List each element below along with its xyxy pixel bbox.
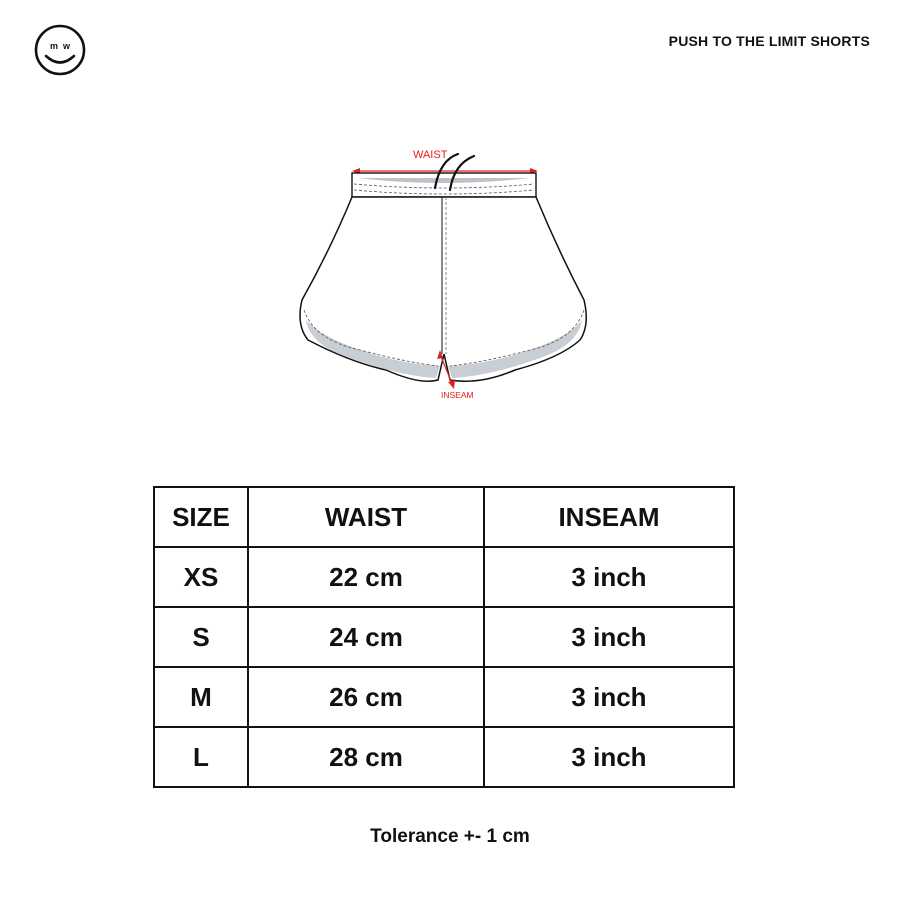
- inseam-cell: 3 inch: [484, 607, 734, 667]
- inseam-label: INSEAM: [441, 390, 474, 400]
- table-row: [154, 607, 734, 667]
- table-header-row: [154, 487, 734, 547]
- table-row: [154, 547, 734, 607]
- product-title: PUSH TO THE LIMIT SHORTS: [668, 33, 870, 49]
- waist-cell: 24 cm: [248, 607, 484, 667]
- table-row: [154, 727, 734, 787]
- inseam-cell: 3 inch: [484, 547, 734, 607]
- inseam-cell: 3 inch: [484, 727, 734, 787]
- size-cell: XS: [154, 547, 248, 607]
- inseam-cell: 3 inch: [484, 667, 734, 727]
- logo-eye-w: w: [63, 41, 71, 51]
- waist-label: WAIST: [413, 149, 448, 161]
- brand-logo: [33, 23, 87, 77]
- column-header-size: SIZE: [154, 487, 248, 547]
- size-cell: M: [154, 667, 248, 727]
- waist-cell: 26 cm: [248, 667, 484, 727]
- waist-cell: 22 cm: [248, 547, 484, 607]
- size-cell: S: [154, 607, 248, 667]
- shorts-diagram: [290, 140, 610, 415]
- size-chart-table: [153, 486, 735, 788]
- column-header-inseam: INSEAM: [484, 487, 734, 547]
- table-row: [154, 667, 734, 727]
- column-header-waist: WAIST: [248, 487, 484, 547]
- tolerance-note: Tolerance +- 1 cm: [370, 826, 530, 847]
- size-cell: L: [154, 727, 248, 787]
- waist-cell: 28 cm: [248, 727, 484, 787]
- waistband: [352, 173, 536, 197]
- logo-eye-m: m: [50, 41, 59, 51]
